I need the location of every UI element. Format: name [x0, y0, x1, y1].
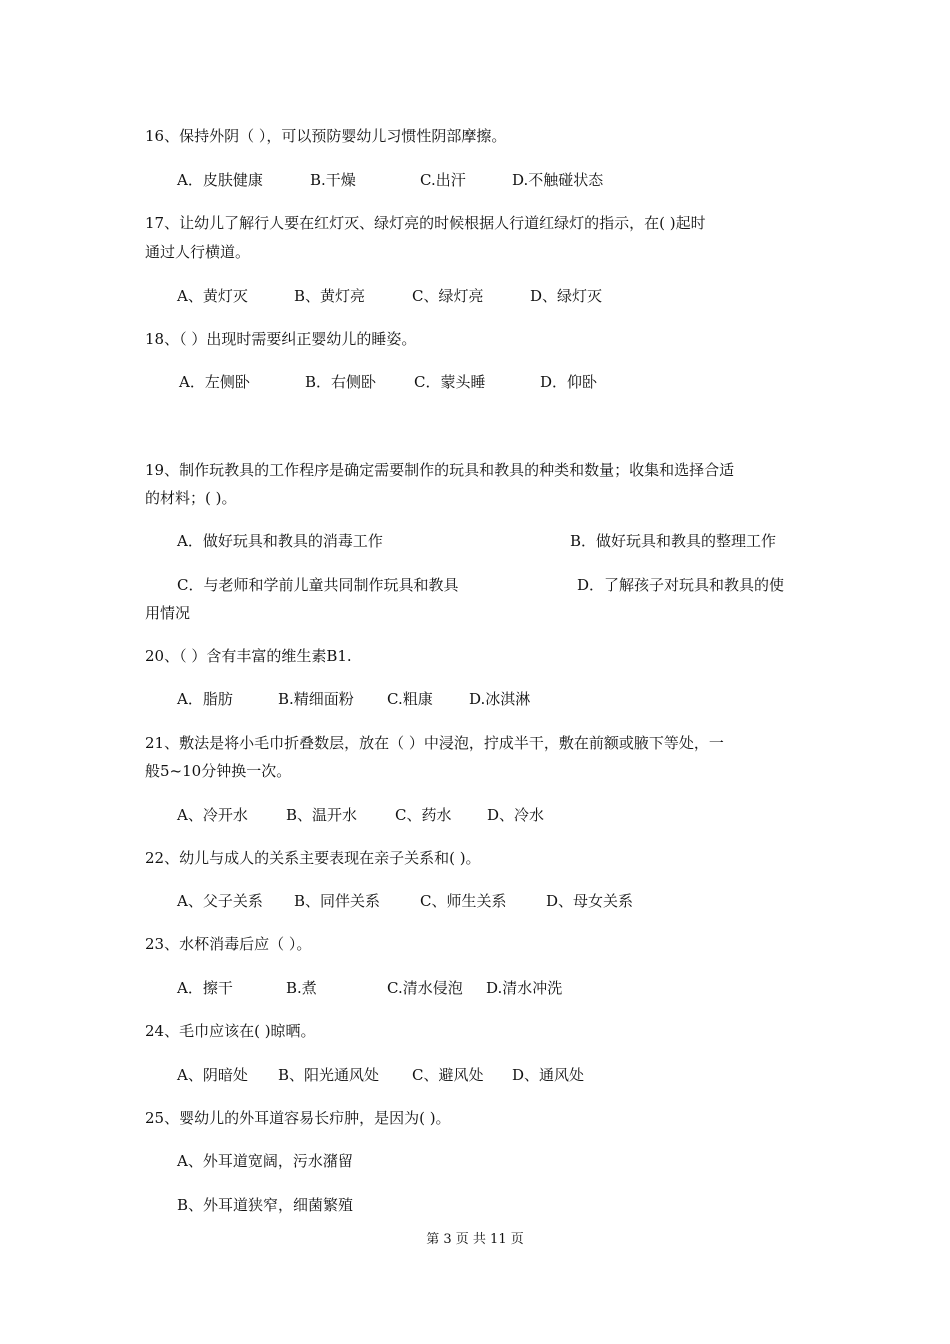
option-24-c: C、避风处 [412, 1066, 484, 1084]
option-22-b: B、同伴关系 [294, 892, 381, 910]
option-22-d: D、母女关系 [546, 892, 634, 910]
option-19-a: A．做好玩具和教具的消毒工作 [177, 532, 383, 550]
option-21-b: B、温开水 [286, 806, 358, 824]
option-25-b: B、外耳道狭窄，细菌繁殖 [177, 1196, 354, 1214]
question-24: 24、毛巾应该在( )晾晒。 [145, 1022, 316, 1040]
option-18-b: B．右侧卧 [305, 373, 377, 391]
option-22-a: A、父子关系 [177, 892, 263, 910]
option-19-d-continued: 用情况 [145, 604, 191, 622]
option-17-c: C、绿灯亮 [412, 287, 484, 305]
question-23: 23、水杯消毒后应（ ）。 [145, 935, 312, 953]
option-20-a: A．脂肪 [177, 690, 233, 708]
option-17-d: D、绿灯灭 [530, 287, 603, 305]
option-18-d: D．仰卧 [540, 373, 598, 391]
question-20: 20、（ ）含有丰富的维生素B1. [145, 647, 352, 665]
question-16: 16、保持外阴（ ），可以预防婴幼儿习惯性阴部摩擦。 [145, 127, 507, 145]
option-16-a: A．皮肤健康 [177, 171, 263, 189]
option-20-b: B.精细面粉 [278, 690, 354, 708]
question-22: 22、幼儿与成人的关系主要表现在亲子关系和( )。 [145, 849, 481, 867]
option-19-b: B．做好玩具和教具的整理工作 [570, 532, 777, 550]
option-20-c: C.粗康 [387, 690, 433, 708]
option-19-d: D．了解孩子对玩具和教具的使 [577, 576, 785, 594]
option-16-b: B.干燥 [310, 171, 356, 189]
page-footer: 第 3 页 共 11 页 [426, 1232, 524, 1247]
option-23-a: A．擦干 [177, 979, 233, 997]
option-18-a: A．左侧卧 [179, 373, 250, 391]
option-23-d: D.清水冲洗 [486, 979, 563, 997]
question-17-line-2: 通过人行横道。 [145, 243, 251, 261]
option-23-b: B.煮 [286, 979, 317, 997]
option-23-c: C.清水侵泡 [387, 979, 463, 997]
option-17-b: B、黄灯亮 [294, 287, 366, 305]
question-19-line-2: 的材料；( )。 [145, 489, 237, 507]
question-25: 25、婴幼儿的外耳道容易长疖肿，是因为( )。 [145, 1109, 451, 1127]
option-18-c: C．蒙头睡 [414, 373, 486, 391]
question-17-line-1: 17、让幼儿了解行人要在红灯灭、绿灯亮的时候根据人行道红绿灯的指示，在( )起时 [145, 214, 706, 232]
option-22-c: C、师生关系 [420, 892, 507, 910]
option-24-b: B、阳光通风处 [278, 1066, 380, 1084]
question-19-line-1: 19、制作玩教具的工作程序是确定需要制作的玩具和教具的种类和数量；收集和选择合适 [145, 461, 735, 479]
option-25-a: A、外耳道宽阔，污水潴留 [177, 1152, 353, 1170]
option-17-a: A、黄灯灭 [177, 287, 248, 305]
question-21-line-1: 21、敷法是将小毛巾折叠数层，放在（ ）中浸泡，拧成半干，敷在前额或腋下等处，一 [145, 734, 724, 752]
option-21-d: D、冷水 [487, 806, 545, 824]
option-16-c: C.出汗 [420, 171, 466, 189]
option-24-a: A、阴暗处 [177, 1066, 248, 1084]
question-21-line-2: 般5~10分钟换一次。 [145, 762, 292, 780]
option-19-c: C．与老师和学前儿童共同制作玩具和教具 [177, 576, 459, 594]
question-18: 18、（ ）出现时需要纠正婴幼儿的睡姿。 [145, 330, 417, 348]
option-24-d: D、通风处 [512, 1066, 585, 1084]
option-21-c: C、药水 [395, 806, 452, 824]
option-20-d: D.冰淇淋 [469, 690, 531, 708]
option-21-a: A、冷开水 [177, 806, 248, 824]
option-16-d: D.不触碰状态 [512, 171, 604, 189]
